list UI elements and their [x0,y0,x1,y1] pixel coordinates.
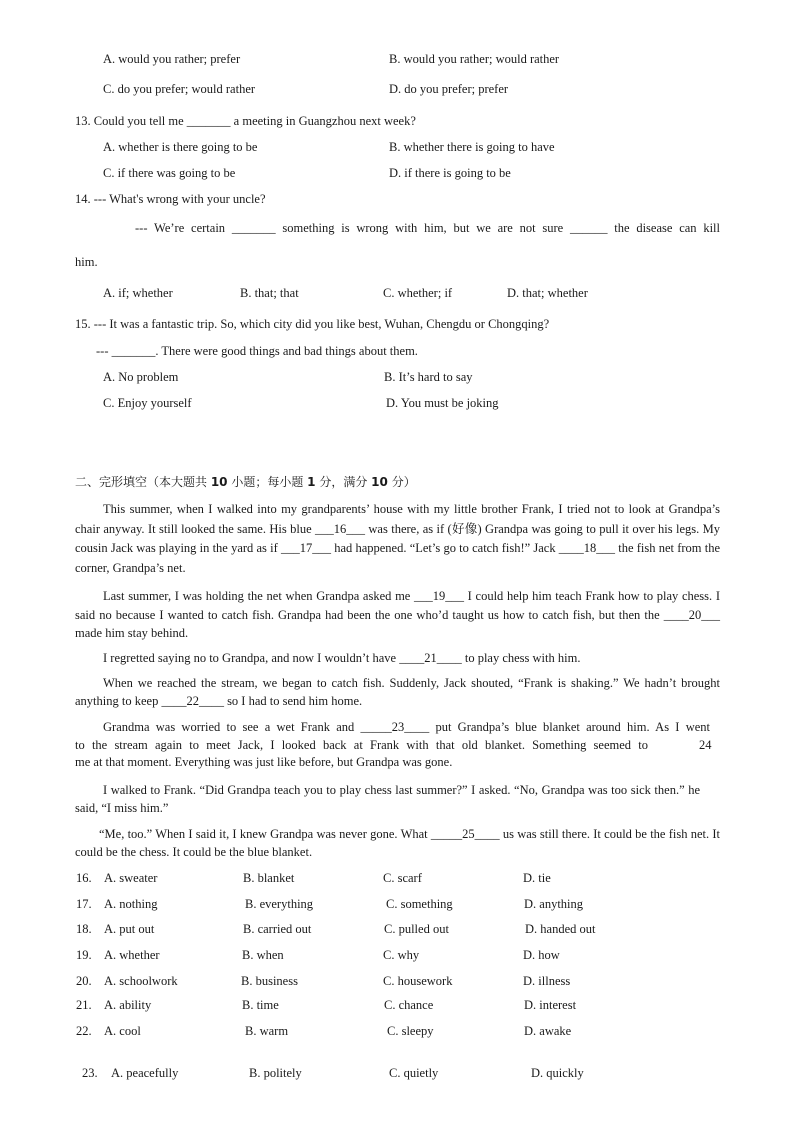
q15-option-b: B. It’s hard to say [384,370,473,384]
q15-stem: 15. --- It was a fantastic trip. So, which city did you like best, Wuhan, Chengdu or Chongqing? [75,317,550,331]
option-21-d: D. interest [524,998,577,1012]
passage-paragraph-3: I regretted saying no to Grandpa, and now I wouldn’t have ____21____ to play chess with him. [103,651,581,665]
option-21-b: B. time [242,998,279,1012]
section-heading: 二、完形填空（本大题共 10 小题；每小题 1 分，满分 10 分） [75,475,416,489]
option-row-21-number: 21. [76,998,92,1012]
option-22-b: B. warm [245,1024,289,1038]
q15-response: --- _______. There were good things and bad things about them. [96,344,418,358]
option-row-22-number: 22. [76,1024,92,1038]
option-17-a: A. nothing [104,897,158,911]
passage-paragraph-6: I walked to Frank. “Did Grandpa teach you to play chess last summer?” I asked. “No, Grandpa was too sick then.” he said, “I miss him.” [75,783,700,815]
option-19-a: A. whether [104,948,160,962]
option-16-b: B. blanket [243,871,295,885]
option-17-c: C. something [386,897,453,911]
option-18-a: A. put out [104,922,155,936]
q13-option-d: D. if there is going to be [389,166,511,180]
option-20-b: B. business [241,974,298,988]
option-19-c: C. why [383,948,420,962]
option-22-d: D. awake [524,1024,572,1038]
option-21-a: A. ability [104,998,152,1012]
q14-option-d: D. that; whether [507,286,588,300]
q12-option-d: D. do you prefer; prefer [389,82,509,96]
option-18-c: C. pulled out [384,922,449,936]
option-16-c: C. scarf [383,871,422,885]
option-19-b: B. when [242,948,284,962]
passage-paragraph-4: When we reached the stream, we began to catch fish. Suddenly, Jack shouted, “Frank is shaking.” We hadn’t brought anything to keep ____22____ so I had to send him home. [75,676,720,708]
option-23-a: A. peacefully [111,1066,179,1080]
option-16-d: D. tie [523,871,551,885]
q14-option-c: C. whether; if [383,286,453,300]
option-19-d: D. how [523,948,560,962]
passage-paragraph-1: This summer, when I walked into my grandparents’ house with my little brother Frank, I tried not to look at Grandpa’s chair anyway. It still looked the same. His blue ___16___ was there, as if (好像) Grandpa was going to pull it over his legs. My cousin Jack was playing in the yard as if ___17___ had happened. “Let’s go to catch fish!” Jack ____18___ the fish net from the corner, Grandpa’s net. [75,502,720,575]
option-20-a: A. schoolwork [104,974,178,988]
passage-paragraph-2: Last summer, I was holding the net when Grandpa asked me ___19___ I could help him teach Frank how to play chess. I said no because I wanted to catch fish. Grandpa had been the one who’d taught us how to catch fish, but then the ____20___ made him stay behind. [75,589,720,640]
q15-option-a: A. No problem [103,370,179,384]
q13-option-c: C. if there was going to be [103,166,236,180]
q12-option-a: A. would you rather; prefer [103,52,241,66]
option-16-a: A. sweater [104,871,158,885]
option-row-18-number: 18. [76,922,92,936]
q13-option-b: B. whether there is going to have [389,140,555,154]
option-17-d: D. anything [524,897,584,911]
passage-paragraph-5-line-2: to the stream again to meet Jack, I looked back at Frank with that old blanket. Something seemed to [75,738,648,752]
option-20-d: D. illness [523,974,571,988]
q14-stem: 14. --- What's wrong with your uncle? [75,192,266,206]
option-row-19-number: 19. [76,948,92,962]
blank-number-24: 24 [699,738,712,752]
option-row-17-number: 17. [76,897,92,911]
option-22-a: A. cool [104,1024,141,1038]
q12-option-b: B. would you rather; would rather [389,52,560,66]
option-row-20-number: 20. [76,974,92,988]
q14-option-b: B. that; that [240,286,299,300]
passage-paragraph-7: “Me, too.” When I said it, I knew Grandpa was never gone. What _____25____ us was still there. It could be the fish net. It could be the chess. It could be the blue blanket. [75,827,720,859]
option-23-c: C. quietly [389,1066,439,1080]
option-21-c: C. chance [384,998,434,1012]
option-20-c: C. housework [383,974,453,988]
q14-option-a: A. if; whether [103,286,173,300]
option-18-b: B. carried out [243,922,312,936]
option-row-23-number: 23. [82,1066,98,1080]
option-row-16-number: 16. [76,871,92,885]
q15-option-d: D. You must be joking [386,396,499,410]
passage-paragraph-5-line-1: Grandma was worried to see a wet Frank and _____23____ put Grandpa’s blue blanket around him. As I went [103,720,710,734]
q13-option-a: A. whether is there going to be [103,140,258,154]
option-23-d: D. quickly [531,1066,584,1080]
q15-option-c: C. Enjoy yourself [103,396,192,410]
option-23-b: B. politely [249,1066,302,1080]
option-17-b: B. everything [245,897,314,911]
passage-paragraph-5-line-3: me at that moment. Everything was just like before, but Grandpa was gone. [75,755,453,769]
q14-response: --- We’re certain _______ something is wrong with him, but we are not sure ______ the disease can kill [135,221,720,235]
q14-response-continued: him. [75,255,98,269]
q13-stem: 13. Could you tell me _______ a meeting in Guangzhou next week? [75,114,416,128]
option-22-c: C. sleepy [387,1024,434,1038]
option-18-d: D. handed out [525,922,596,936]
q12-option-c: C. do you prefer; would rather [103,82,256,96]
